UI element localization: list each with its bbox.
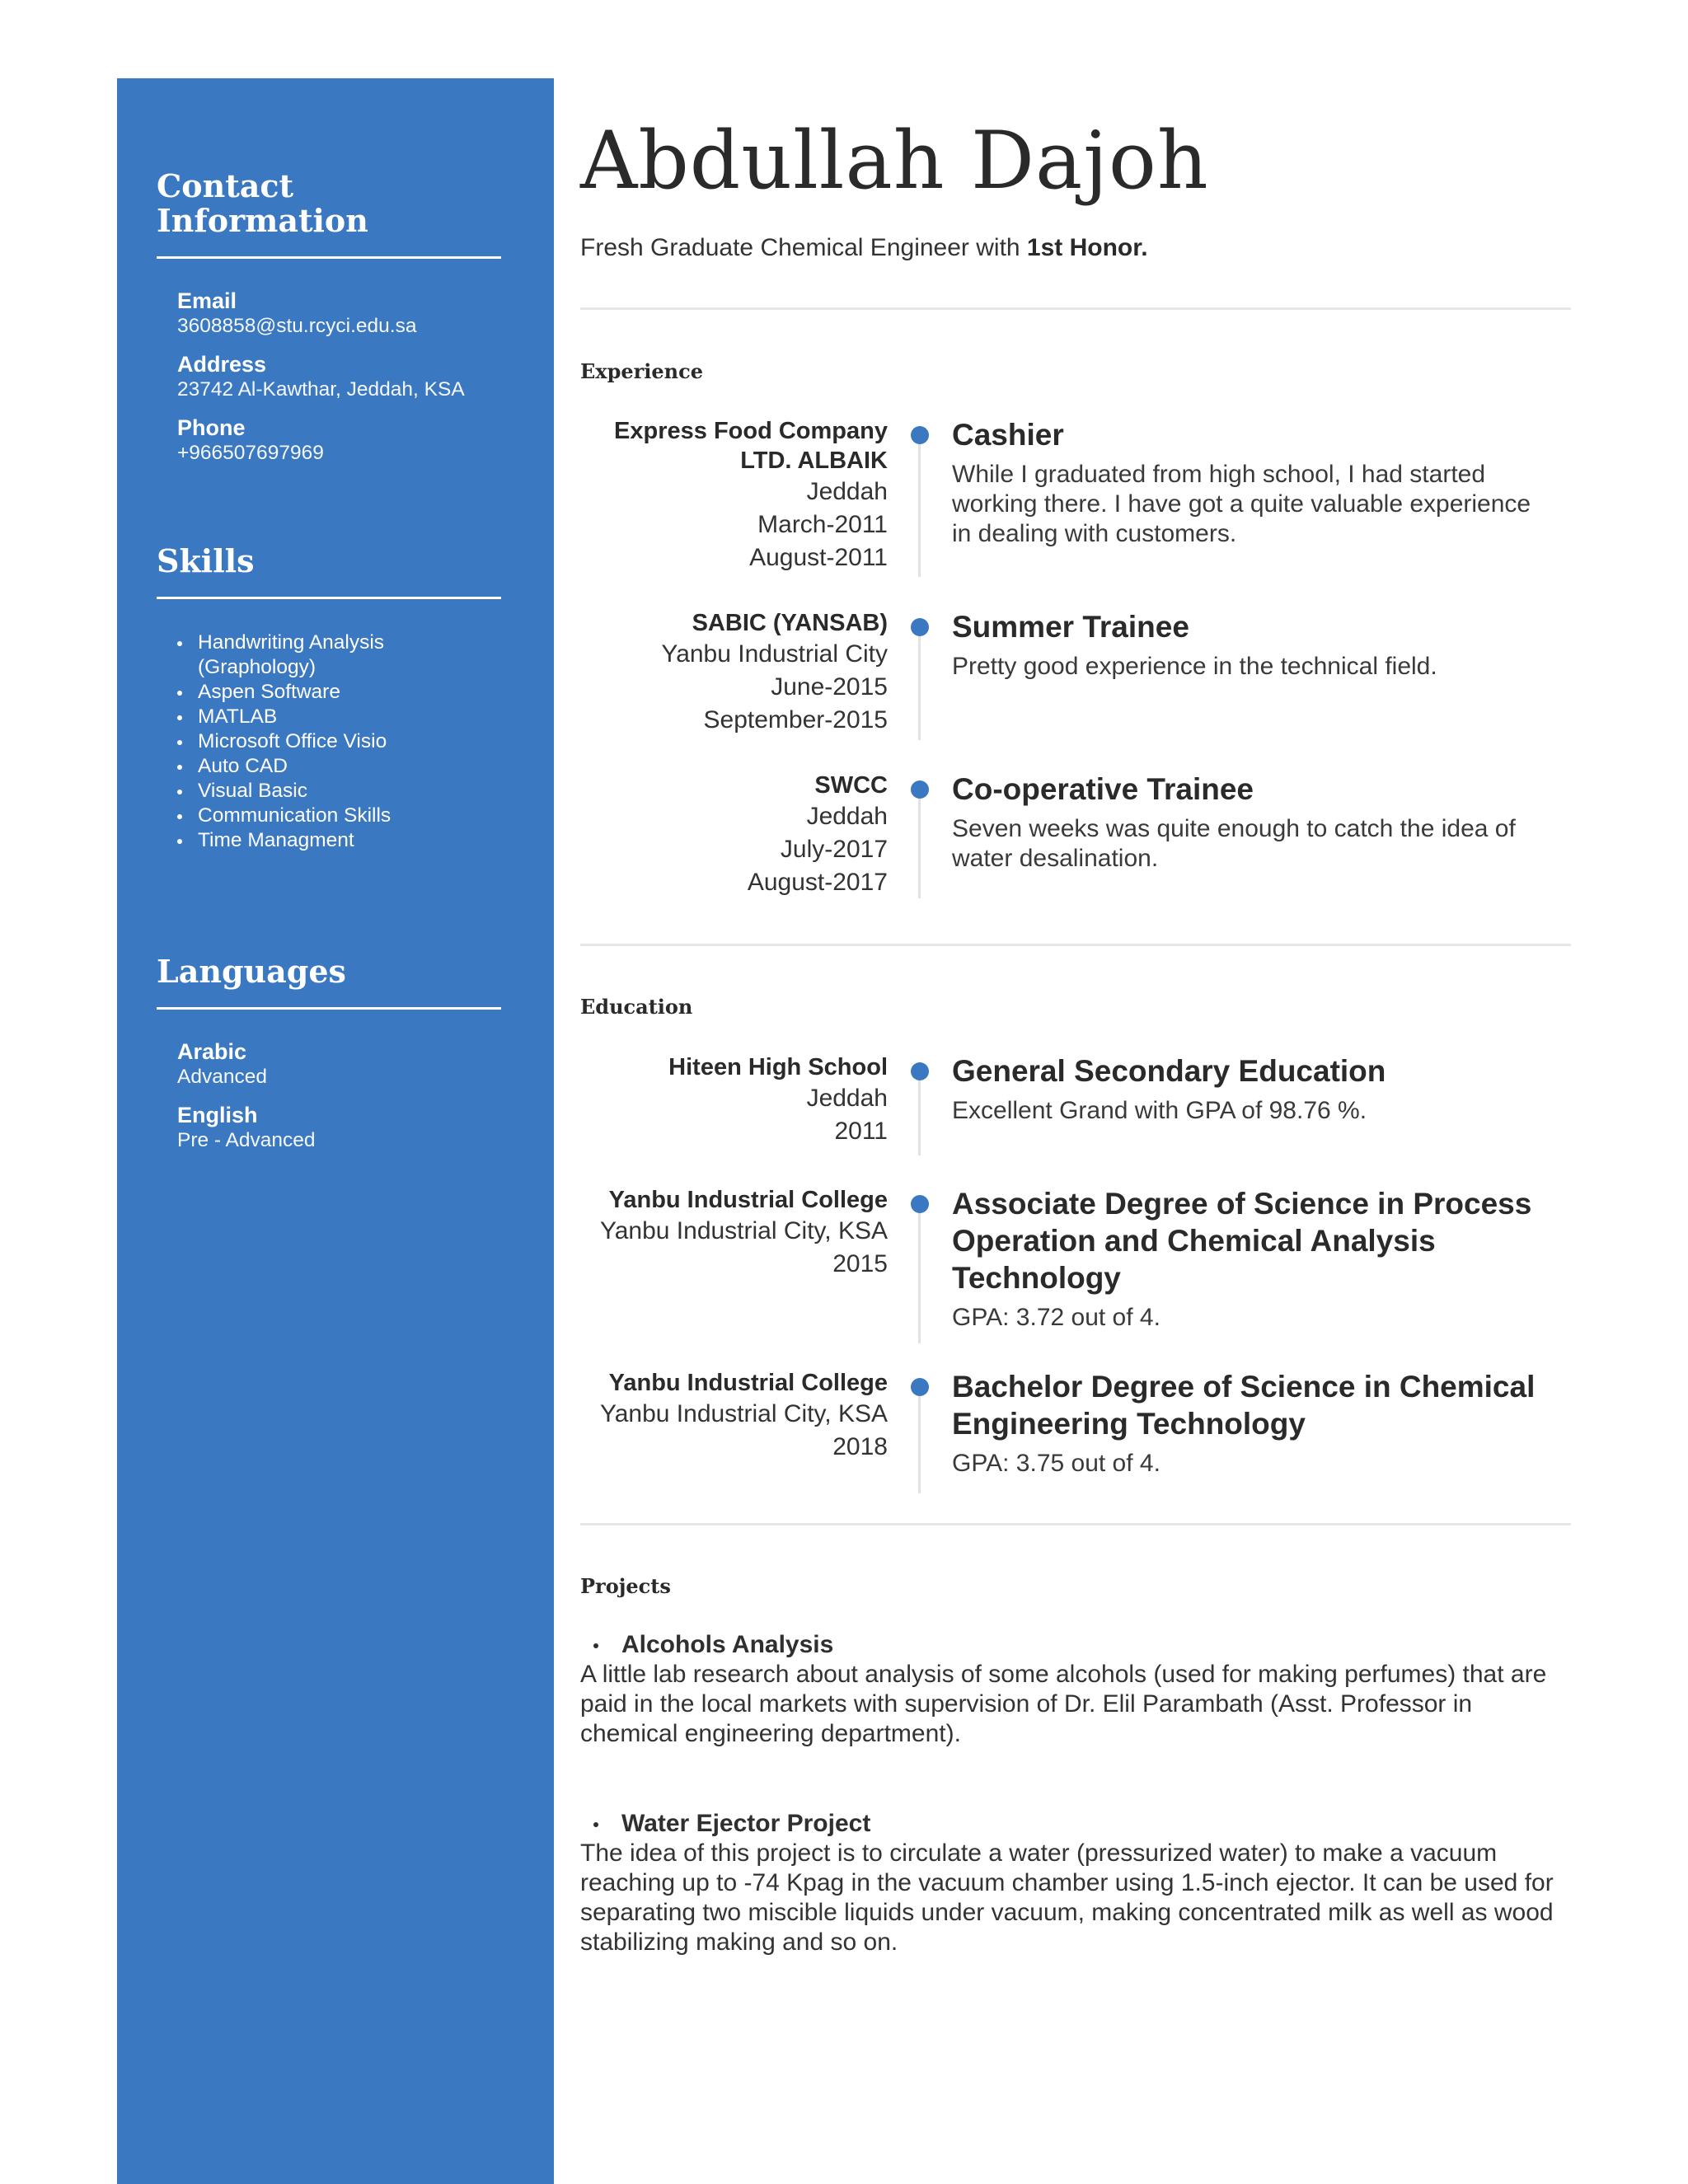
languages-title: Languages bbox=[157, 954, 501, 1010]
project-title: Water Ejector Project bbox=[580, 1809, 1571, 1839]
entry-content bbox=[952, 771, 1545, 874]
entry-location: Jeddah bbox=[806, 478, 888, 505]
experience-entry bbox=[580, 771, 1571, 907]
timeline-line bbox=[918, 426, 921, 577]
education-title: Education bbox=[580, 995, 693, 1019]
timeline-dot bbox=[911, 1378, 929, 1396]
timeline-dot bbox=[911, 426, 929, 444]
entry-year: 2011 bbox=[834, 1118, 888, 1145]
skills-list bbox=[157, 630, 501, 853]
skill-item: Visual Basic bbox=[177, 779, 445, 804]
entry-desc: While I graduated from high school, I had started working there. I have got a quite valuable experience in dealing with customers. bbox=[952, 461, 1531, 547]
phone-value: +966507697969 bbox=[177, 441, 324, 464]
entry-start: June-2015 bbox=[771, 673, 888, 701]
education-entry bbox=[580, 1368, 1571, 1492]
project-item bbox=[580, 1630, 1571, 1749]
entry-location: Jeddah bbox=[806, 803, 888, 830]
contact-label: Address bbox=[177, 351, 267, 377]
experience-entry bbox=[580, 608, 1571, 744]
entry-org: Express Food Company bbox=[614, 418, 888, 444]
address-value: 23742 Al-Kawthar, Jeddah, KSA bbox=[177, 377, 465, 401]
projects-title: Projects bbox=[580, 1574, 671, 1598]
language-name: English bbox=[177, 1102, 258, 1127]
entry-start: March-2011 bbox=[757, 511, 888, 538]
entry-year: 2018 bbox=[832, 1433, 888, 1460]
timeline-dot bbox=[911, 1062, 929, 1080]
entry-meta bbox=[580, 771, 888, 899]
contact-section bbox=[157, 169, 501, 478]
contact-list bbox=[157, 259, 501, 466]
project-desc: A little lab research about analysis of some alcohols (used for making perfumes) that are paid in the local markets with supervision of Dr. Elil Parambath (Asst. Professor in chemical engineering department). bbox=[580, 1661, 1547, 1747]
entry-end: August-2011 bbox=[749, 544, 888, 571]
entry-location: Yanbu Industrial City, KSA bbox=[599, 1400, 888, 1427]
entry-start: July-2017 bbox=[780, 836, 888, 863]
divider bbox=[580, 307, 1571, 310]
entry-org: SABIC (YANSAB) bbox=[692, 610, 888, 636]
contact-address bbox=[177, 351, 501, 402]
entry-content bbox=[952, 1368, 1545, 1479]
entry-desc: Pretty good experience in the technical field. bbox=[952, 653, 1437, 680]
experience-entry bbox=[580, 416, 1571, 581]
skill-item: MATLAB bbox=[177, 705, 445, 729]
entry-role: Co-operative Trainee bbox=[952, 772, 1254, 806]
language-item bbox=[177, 1102, 501, 1153]
timeline-line bbox=[918, 1195, 921, 1343]
project-item bbox=[580, 1809, 1571, 1957]
entry-degree: Associate Degree of Science in Process Operation and Chemical Analysis Technology bbox=[952, 1187, 1532, 1295]
entry-meta bbox=[580, 416, 888, 574]
main-content bbox=[580, 115, 1571, 1956]
entry-role: Summer Trainee bbox=[952, 610, 1189, 644]
timeline-dot bbox=[911, 618, 929, 636]
languages-section bbox=[157, 954, 501, 1165]
entry-content bbox=[952, 1052, 1545, 1126]
entry-meta bbox=[580, 1185, 888, 1281]
contact-label: Phone bbox=[177, 415, 246, 440]
language-level: Advanced bbox=[177, 1065, 267, 1088]
skills-title: Skills bbox=[157, 544, 501, 599]
languages-list bbox=[157, 1010, 501, 1153]
language-name: Arabic bbox=[177, 1038, 247, 1064]
entry-org: Hiteen High School bbox=[668, 1054, 888, 1080]
skill-item: Handwriting Analysis (Graphology) bbox=[177, 630, 445, 680]
entry-end: August-2017 bbox=[747, 869, 888, 896]
candidate-name: Abdullah Dajoh bbox=[580, 115, 1209, 207]
skills-section bbox=[157, 544, 501, 853]
skill-item: Microsoft Office Visio bbox=[177, 729, 445, 754]
contact-email bbox=[177, 288, 501, 339]
entry-org: LTD. ALBAIK bbox=[740, 448, 888, 474]
language-item bbox=[177, 1038, 501, 1090]
entry-meta bbox=[580, 1368, 888, 1464]
experience-title: Experience bbox=[580, 359, 704, 383]
education-entry bbox=[580, 1185, 1571, 1346]
entry-location: Yanbu Industrial City bbox=[661, 640, 888, 668]
entry-year: 2015 bbox=[832, 1250, 888, 1277]
entry-org: Yanbu Industrial College bbox=[608, 1187, 888, 1213]
entry-desc: Seven weeks was quite enough to catch the idea of water desalination. bbox=[952, 815, 1516, 872]
sidebar bbox=[117, 78, 554, 2184]
timeline-line bbox=[918, 618, 921, 740]
contact-title: Contact Information bbox=[157, 169, 501, 259]
language-level: Pre - Advanced bbox=[177, 1128, 316, 1151]
entry-location: Jeddah bbox=[806, 1085, 888, 1112]
entry-desc: GPA: 3.75 out of 4. bbox=[952, 1450, 1160, 1477]
summary bbox=[580, 234, 1571, 262]
divider bbox=[580, 944, 1571, 946]
entry-org: Yanbu Industrial College bbox=[608, 1370, 888, 1396]
entry-content bbox=[952, 608, 1545, 682]
skill-item: Aspen Software bbox=[177, 680, 445, 705]
summary-text: Fresh Graduate Chemical Engineer with bbox=[580, 234, 1027, 261]
entry-org: SWCC bbox=[814, 772, 888, 799]
contact-phone bbox=[177, 415, 501, 466]
entry-meta bbox=[580, 1052, 888, 1148]
contact-label: Email bbox=[177, 288, 237, 313]
entry-desc: Excellent Grand with GPA of 98.76 %. bbox=[952, 1097, 1367, 1124]
summary-honor: 1st Honor. bbox=[1026, 234, 1148, 261]
timeline-dot bbox=[911, 780, 929, 799]
divider bbox=[580, 1523, 1571, 1526]
entry-end: September-2015 bbox=[703, 706, 888, 733]
entry-content bbox=[952, 416, 1545, 549]
entry-meta bbox=[580, 608, 888, 737]
project-title: Alcohols Analysis bbox=[580, 1630, 1571, 1660]
entry-desc: GPA: 3.72 out of 4. bbox=[952, 1304, 1160, 1331]
timeline-dot bbox=[911, 1195, 929, 1213]
skill-item: Auto CAD bbox=[177, 754, 445, 779]
project-desc: The idea of this project is to circulate a water (pressurized water) to make a vacuum reaching up to -74 Kpag in the vacuum chamber using 1.5-inch ejector. It can be used for separating two miscible liquids under vacuum, making concentrated milk as well as wood stabilizing making and so on. bbox=[580, 1840, 1554, 1956]
entry-role: Cashier bbox=[952, 418, 1064, 452]
email-value: 3608858@stu.rcyci.edu.sa bbox=[177, 314, 417, 337]
entry-location: Yanbu Industrial City, KSA bbox=[599, 1217, 888, 1244]
entry-degree: Bachelor Degree of Science in Chemical Engineering Technology bbox=[952, 1370, 1536, 1441]
entry-degree: General Secondary Education bbox=[952, 1054, 1386, 1088]
skill-item: Time Managment bbox=[177, 828, 445, 853]
skill-item: Communication Skills bbox=[177, 804, 445, 828]
education-entry bbox=[580, 1052, 1571, 1160]
entry-content bbox=[952, 1185, 1545, 1333]
